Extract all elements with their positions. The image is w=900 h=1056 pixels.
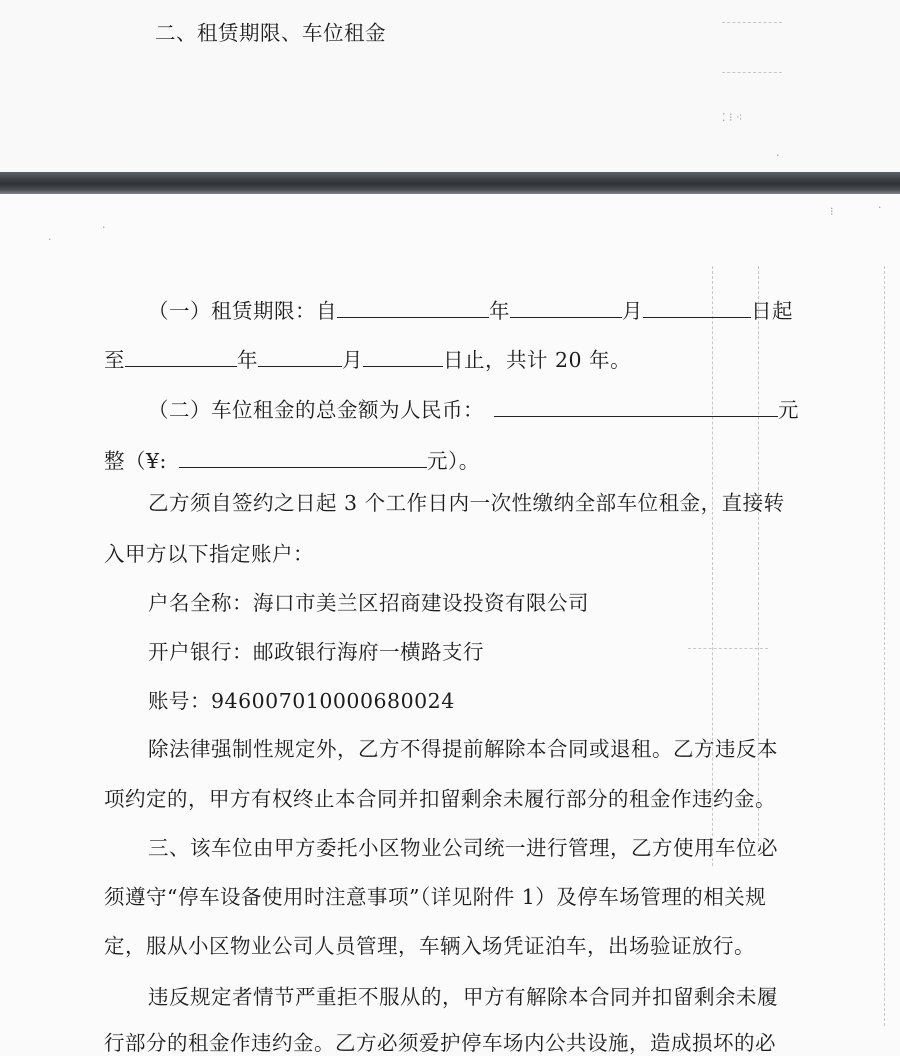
start-day-blank[interactable] [643,297,751,318]
day-label: 日起 [751,299,793,323]
scan-artifact: ⁚ ⁝ ⁖ [722,111,743,124]
end-day-blank[interactable] [363,346,443,367]
violation-line-2: 行部分的租金作违约金。乙方必须爱护停车场内公共设施，造成损坏的必 [104,1031,776,1055]
month-label: 月 [622,299,643,323]
scan-artifact: · [776,149,780,162]
scan-artifact [688,648,768,649]
rent-total-line-1 [148,396,799,423]
section-heading-term-rent: 二、租赁期限、车位租金 [155,21,386,45]
payment-instruction-line-1: 乙方须自签约之日起 3 个工作日内一次性缴纳全部车位租金，直接转 [148,491,785,515]
to-label: 至 [104,348,125,372]
end-month-blank[interactable] [258,346,342,367]
violation-line-1: 违反规定者情节严重拒不服从的，甲方有解除本合同并扣留剩余未履 [148,985,778,1009]
scan-artifact [722,72,782,73]
rent-total-label: （二）车位租金的总金额为人民币： [148,398,484,422]
rent-total-line-2 [104,447,480,474]
payment-instruction-line-2: 入甲方以下指定账户： [104,542,314,566]
scan-artifact: · [48,233,52,246]
rent-amount-numeric-blank[interactable] [179,447,427,468]
termination-line-2: 项约定的，甲方有权终止本合同并扣留剩余未履行部分的租金作违约金。 [104,787,776,811]
management-line-2: 须遵守“停车设备使用时注意事项”（详见附件 1）及停车场管理的相关规 [104,885,767,909]
page-break-divider [0,172,900,194]
month-label: 月 [342,348,363,372]
account-number: 账号：946007010000680024 [148,689,455,713]
lease-term-line-1 [148,297,793,324]
lease-term-line-2 [104,346,631,373]
yuan-label: 元 [778,398,799,422]
rent-numeric-label: 整（¥: [104,449,167,473]
current-page [0,194,900,1055]
start-month-blank[interactable] [510,297,622,318]
year-label: 年 [237,348,258,372]
scan-artifact: · [878,201,882,214]
management-line-1: 三、该车位由甲方委托小区物业公司统一进行管理，乙方使用车位必 [148,836,778,860]
scan-artifact [712,266,713,866]
rent-amount-chinese-blank[interactable] [494,396,778,417]
year-label: 年 [489,299,510,323]
scan-artifact [884,266,885,1026]
account-name: 户名全称：海口市美兰区招商建设投资有限公司 [148,591,589,615]
term-total-text: 日止，共计 20 年。 [443,348,632,372]
bank-name: 开户银行：邮政银行海府一横路支行 [148,640,484,664]
scan-artifact: · [102,221,106,234]
start-year-blank[interactable] [337,297,489,318]
management-line-3: 定，服从小区物业公司人员管理，车辆入场凭证泊车，出场验证放行。 [104,934,755,958]
lease-term-label: （一）租赁期限：自 [148,299,337,323]
previous-page [0,0,900,172]
end-year-blank[interactable] [125,346,237,367]
scan-artifact: ⁝ [830,205,834,218]
scan-artifact [722,22,782,23]
termination-line-1: 除法律强制性规定外，乙方不得提前解除本合同或退租。乙方违反本 [148,737,778,761]
yuan-close-label: 元）。 [426,449,480,473]
